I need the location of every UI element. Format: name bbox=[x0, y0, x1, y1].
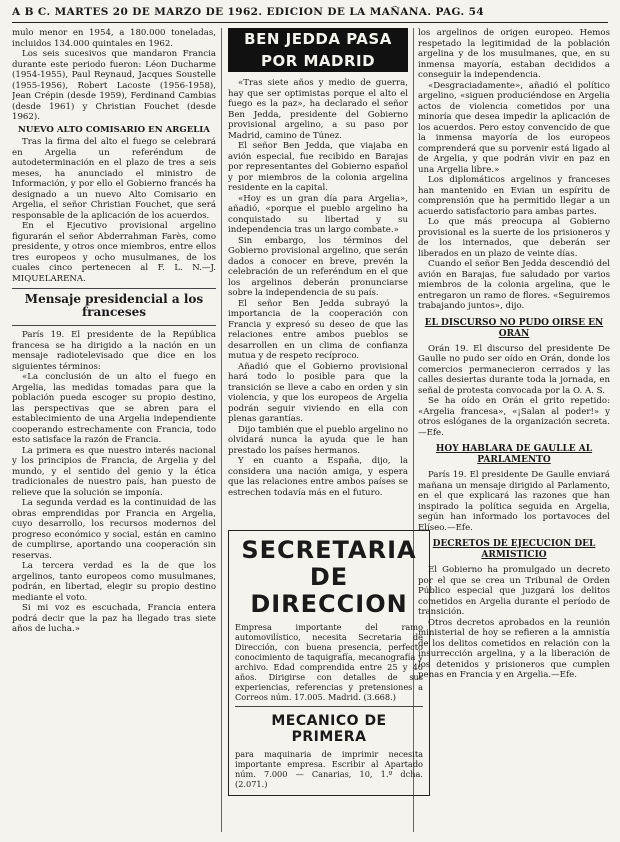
ad-title: SECRETARIA DE DIRECCION bbox=[241, 536, 417, 618]
paragraph: Orán 19. El discurso del presidente De Gaulle no pudo ser oído en Orán, donde los comercios permanecieron cerrados y las calles desiertas durante toda la jornada, en señal de protesta convocada por la O. A. S. bbox=[418, 343, 610, 396]
ad-title-mechanic: MECANICO DE PRIMERA bbox=[271, 713, 387, 745]
paragraph: Sin embargo, los términos del Gobierno provisional argelino, que serán dados a conocer en breve, prevén la celebración de un referéndum en el que los argelinos deberán pronunciarse sobre la independencia de su país. bbox=[228, 235, 408, 298]
paragraph: Añadió que el Gobierno provisional hará todo lo posible para que la transición se lleve a cabo en orden y sin violencia, y que los europeos de Argelia podrán seguir viviendo en ella con plenas garantías. bbox=[228, 361, 408, 424]
paragraph: Los seis sucesivos que mandaron Francia durante este periodo fueron: Léon Ducharme (1954-1955), Paul Reynaud, Jacques Soustelle (1955-1956), Robert Lacoste (1956-1958), Jean Crépin (desde 1959), Ferdinand Cambias (desde 1961) y Christian Fouchet (desde 1962). bbox=[12, 49, 216, 122]
divider bbox=[12, 288, 216, 289]
article-banner: BEN JEDDA PASA POR MADRID bbox=[228, 28, 408, 72]
paragraph: «Tras siete años y medio de guerra, hay que ser optimistas porque el alto el fuego es la paz», ha declarado el señor Ben Jedda, presidente del Gobierno provisional argelino, a su paso por Madrid, camino de Túnez. bbox=[228, 78, 408, 141]
paragraph: Tras la firma del alto el fuego se celebrará en Argelia un referéndum de autodeterminación en el plazo de tres a seis meses, ha anunciado el ministro de Información, y por ello el Gobierno francés ha designado a un nuevo Alto Comisario en Argelia, el señor Christian Fouchet, que será responsable de la aplicación de los acuerdos. bbox=[12, 137, 216, 221]
column-right bbox=[418, 28, 610, 832]
classified-ad-secretary bbox=[228, 530, 430, 796]
paragraph: París 19. El presidente De Gaulle enviará mañana un mensaje dirigido al Parlamento, en el que explicará las razones que han inspirado la política seguida en Argelia, según han informado los portavoces del Elíseo.—Efe. bbox=[418, 470, 610, 533]
paragraph: Si mi voz es escuchada, Francia entera podrá decir que la paz ha llegado tras siete años de lucha.» bbox=[12, 603, 216, 634]
paragraph: El Gobierno ha promulgado un decreto por el que se crea un Tribunal de Orden Público especial que juzgará los delitos cometidos en Argelia durante el período de transición. bbox=[418, 565, 610, 617]
divider bbox=[235, 706, 423, 707]
paragraph: Lo que más preocupa al Gobierno provisional es la suerte de los prisioneros y de los internados, que deberán ser liberados en un plazo de veinte días. bbox=[418, 217, 610, 259]
paragraph: los argelinos de origen europeo. Hemos respetado la legitimidad de la población argelina y de los musulmanes, que, en su inmensa mayoría, estaban decididos a conseguir la independencia. bbox=[418, 28, 610, 80]
paragraph: «La conclusión de un alto el fuego en Argelia, las medidas tomadas para que la población pueda escoger su propio destino, las perspectivas que se abren para el establecimiento de una Argelia independiente cooperando estrechamente con Francia, todo esto satisface la razón de Francia. bbox=[12, 372, 216, 445]
paragraph: La primera es que nuestro interés nacional y los principios de Francia, de Argelia y del mundo, y el sentido del genio y la ética tradicionales de nuestro país, han puesto de relieve que la solución se imponía. bbox=[12, 445, 216, 498]
paragraph: En el Ejecutivo provisional argelino figurarán el señor Abderrahman Farès, como presidente, y otros once miembros, entre ellos tres europeos y ocho musulmanes, de los cuales cinco pertenecen al F. L. N.—J. MIQUELARENA. bbox=[12, 221, 216, 284]
subheading: DECRETOS DE EJECUCION DEL ARMISTICIO bbox=[432, 539, 596, 560]
paragraph: La tercera verdad es la de que los argelinos, tanto europeos como musulmanes, podrán, en libertad, elegir su propio destino mediante el voto. bbox=[12, 561, 216, 603]
paragraph: Y en cuanto a España, dijo, la considera una nación amiga, y espera que las relaciones entre ambos países se estrechen todavía más en el futuro. bbox=[228, 456, 408, 498]
ad-text-mechanic: para maquinaria de imprimir necesita importante empresa. Escribir al Apartado núm. 7.000 — Canarias, 10, 1.º dcha. (2.071.) bbox=[235, 749, 423, 789]
column-middle bbox=[228, 28, 408, 524]
paragraph: Se ha oído en Orán el grito repetido: «Argelia francesa», «¡Salan al poder!» y otros eslóganes de la organización secreta.—Efe. bbox=[418, 396, 610, 438]
paragraph: El señor Ben Jedda subrayó la importancia de la cooperación con Francia y expresó su deseo de que las relaciones entre ambos pueblos se desarrollen en un clima de confianza mutua y de respeto recíproco. bbox=[228, 298, 408, 361]
paragraph: Cuando el señor Ben Jedda descendió del avión en Barajas, fue saludado por varios miembros de la colonia argelina, que le entregaron un ramo de flores. «Seguiremos trabajando juntos», dijo. bbox=[418, 259, 610, 311]
divider bbox=[12, 325, 216, 326]
paragraph: «Desgraciadamente», añadió el político argelino, «siguen produciéndose en Argelia actos de violencia cometidos por una minoría que desea impedir la aplicación de los acuerdos. Pero estoy convencido de que la inmensa mayoría de los europeos comprenderá que su porvenir está ligado al de Argelia, y que podrán vivir en paz en una Argelia libre.» bbox=[418, 80, 610, 175]
paragraph: mulo menor en 1954, a 180.000 toneladas, incluidos 134.000 quintales en 1962. bbox=[12, 28, 216, 49]
ad-text: Empresa importante del ramo automovilístico, necesita Secretaria de Dirección, con buena presencia, perfecto conocimiento de taquigrafía, mecanografía y archivo. Edad comprendida entre 25 y 40 años. Dirigirse con detalles de sus experiencias, referencias y pretensiones a Correos núm. 17.005. Madrid. (3.668.) bbox=[235, 622, 423, 702]
section-title: Mensaje presidencial a los franceses bbox=[24, 292, 204, 319]
paragraph: Los diplomáticos argelinos y franceses han mantenido en Evian un espíritu de comprensión que ha permitido llegar a un acuerdo satisfactorio para ambas partes. bbox=[418, 175, 610, 217]
subheading: NUEVO ALTO COMISARIO EN ARGELIA bbox=[18, 124, 210, 135]
paragraph: Otros decretos aprobados en la reunión ministerial de hoy se refieren a la amnistía de los delitos cometidos en relación con la insurrección argelina, y a la liberación de los detenidos y prisioneros que cumplen penas en Francia y en Argelia.—Efe. bbox=[418, 617, 610, 680]
paragraph: «Hoy es un gran día para Argelia», añadió, «porque el pueblo argelino ha conquistado su libertad y su independencia tras un largo combate.» bbox=[228, 193, 408, 235]
paragraph: La segunda verdad es la continuidad de las obras emprendidas por Francia en Argelia, cuyo desarrollo, los recursos modernos del progreso económico y social, están en camino de cumplirse, aportando una cooperación sin reservas. bbox=[12, 498, 216, 561]
column-rule-1 bbox=[221, 28, 222, 832]
subheading: HOY HABLARA DE GAULLE AL PARLAMENTO bbox=[435, 444, 593, 465]
paragraph: Dijo también que el pueblo argelino no olvidará nunca la ayuda que le han prestado los países hermanos. bbox=[228, 424, 408, 456]
page-header: A B C. MARTES 20 DE MARZO DE 1962. EDICION DE LA MAÑANA. PAG. 54 bbox=[12, 6, 608, 23]
paragraph: El señor Ben Jedda, que viajaba en avión especial, fue recibido en Barajas por representantes del Gobierno español y por miembros de la colonia argelina residente en la capital. bbox=[228, 141, 408, 193]
column-left bbox=[12, 28, 216, 832]
paragraph: París 19. El presidente de la República francesa se ha dirigido a la nación en un mensaje radiotelevisado que dice en los siguientes términos: bbox=[12, 330, 216, 372]
subheading: EL DISCURSO NO PUDO OIRSE EN ORAN bbox=[424, 317, 604, 339]
